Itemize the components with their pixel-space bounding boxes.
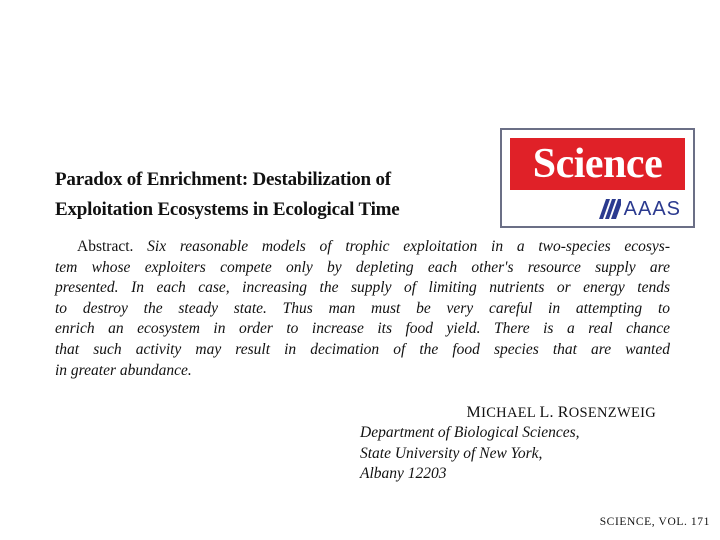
abstract-line: presented. In each case, increasing the supply of limiting nutrients or energy tends [55, 279, 670, 297]
abstract-line: that such activity may result in decimation of the food species that are wanted [55, 340, 670, 358]
aaas-emblem-icon [599, 199, 621, 219]
aaas-wordmark: AAAS [623, 198, 681, 220]
abstract-label: Abstract. [77, 238, 134, 255]
abstract-line: in greater abundance. [55, 361, 192, 379]
author-affiliation-line: Albany 12203 [360, 465, 447, 482]
journal-citation: SCIENCE, VOL. 171 [599, 516, 710, 528]
article-title [55, 165, 495, 225]
abstract-line: enrich an ecosystem in order to increase its food yield. There is a real chance [55, 320, 670, 338]
science-logo-red-panel [510, 138, 685, 190]
author-affiliation-line: Department of Biological Sciences, [360, 424, 580, 441]
article-title-line-1: Paradox of Enrichment: Destabilization of [55, 169, 391, 190]
abstract-line: Abstract. Six reasonable models of trophic exploitation in a two-species ecosys- [77, 238, 671, 255]
abstract [55, 237, 670, 381]
author-affiliation-line: State University of New York, [360, 444, 543, 462]
science-logo-wordmark: Science [532, 141, 663, 187]
article-title-line-2: Exploitation Ecosystems in Ecological Time [55, 199, 400, 220]
abstract-line: tem whose exploiters compete only by depleting each other's resource supply are [55, 258, 670, 276]
abstract-line: to destroy the steady state. Thus man must be very careful in attempting to [55, 299, 670, 317]
science-aaas-logo [500, 128, 695, 228]
aaas-logo [599, 196, 681, 222]
author-block [360, 403, 680, 485]
author-name: MICHAEL L. ROSENZWEIG [466, 404, 656, 421]
